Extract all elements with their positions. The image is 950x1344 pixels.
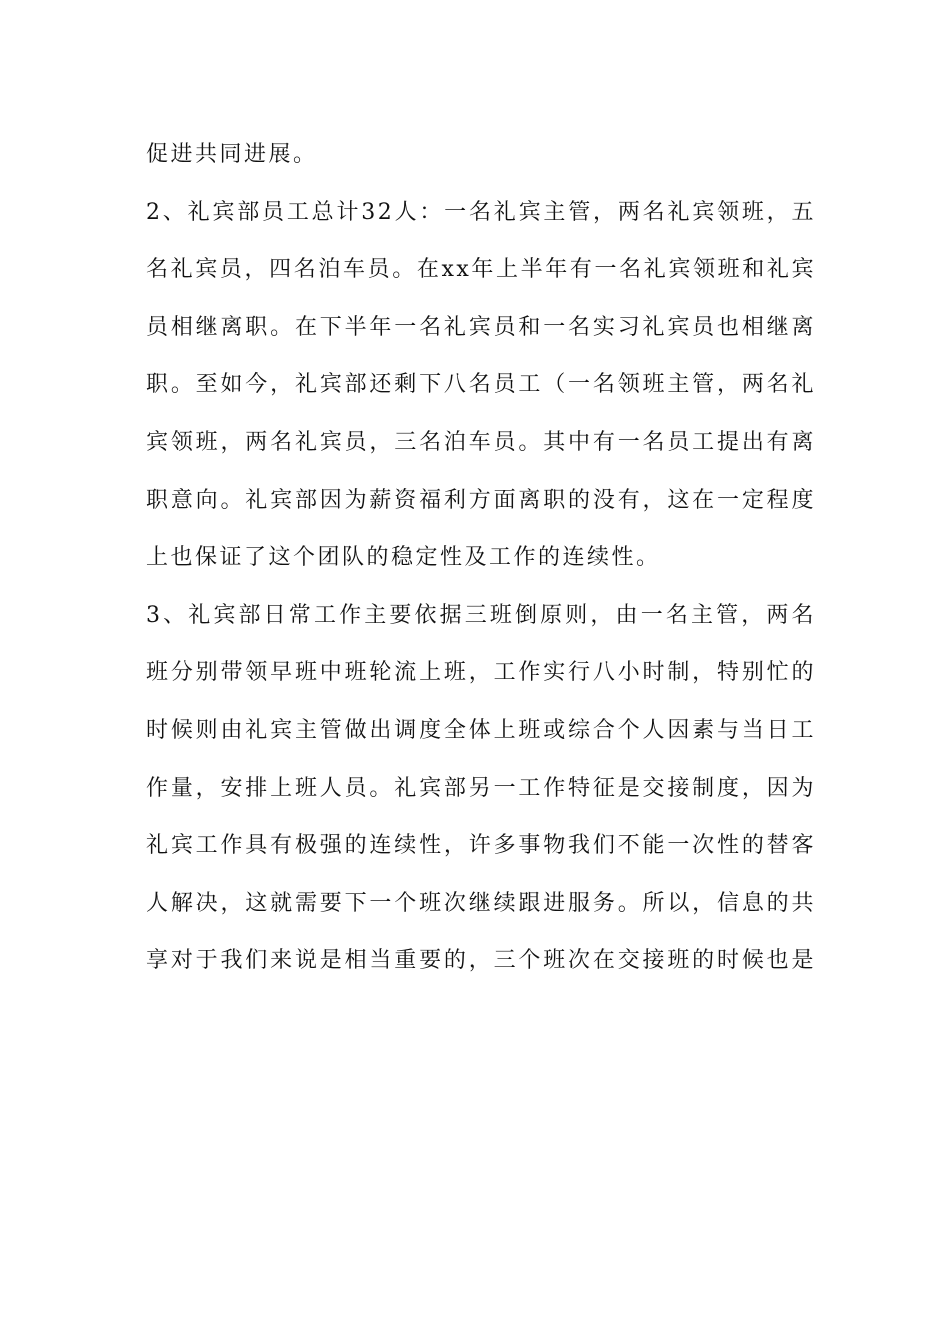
- text-line: 宾领班，两名礼宾员，三名泊车员。其中有一名员工提出有离: [146, 429, 816, 455]
- text-line: 享对于我们来说是相当重要的，三个班次在交接班的时候也是: [146, 948, 816, 974]
- text-line: 时候则由礼宾主管做出调度全体上班或综合个人因素与当日工: [146, 717, 816, 743]
- text-line: 上也保证了这个团队的稳定性及工作的连续性。: [146, 545, 661, 571]
- text-line: 3、礼宾部日常工作主要依据三班倒原则，由一名主管，两名: [146, 602, 816, 628]
- document-body: [146, 126, 816, 990]
- text-line: 礼宾工作具有极强的连续性，许多事物我们不能一次性的替客: [146, 833, 816, 859]
- text-line: 职意向。礼宾部因为薪资福利方面离职的没有，这在一定程度: [146, 487, 816, 513]
- text-line: 人解决，这就需要下一个班次继续跟进服务。所以，信息的共: [146, 890, 816, 916]
- text-line: 作量，安排上班人员。礼宾部另一工作特征是交接制度，因为: [146, 775, 816, 801]
- text-line: 班分别带领早班中班轮流上班，工作实行八小时制，特别忙的: [146, 660, 816, 686]
- text-line: 2、礼宾部员工总计32人：一名礼宾主管，两名礼宾领班，五: [146, 199, 816, 225]
- text-line: 名礼宾员，四名泊车员。在xx年上半年有一名礼宾领班和礼宾: [146, 257, 816, 283]
- text-line: 职。至如今，礼宾部还剩下八名员工（一名领班主管，两名礼: [146, 372, 816, 398]
- text-line: 促进共同进展。: [146, 142, 318, 167]
- text-line: 员相继离职。在下半年一名礼宾员和一名实习礼宾员也相继离: [146, 314, 816, 340]
